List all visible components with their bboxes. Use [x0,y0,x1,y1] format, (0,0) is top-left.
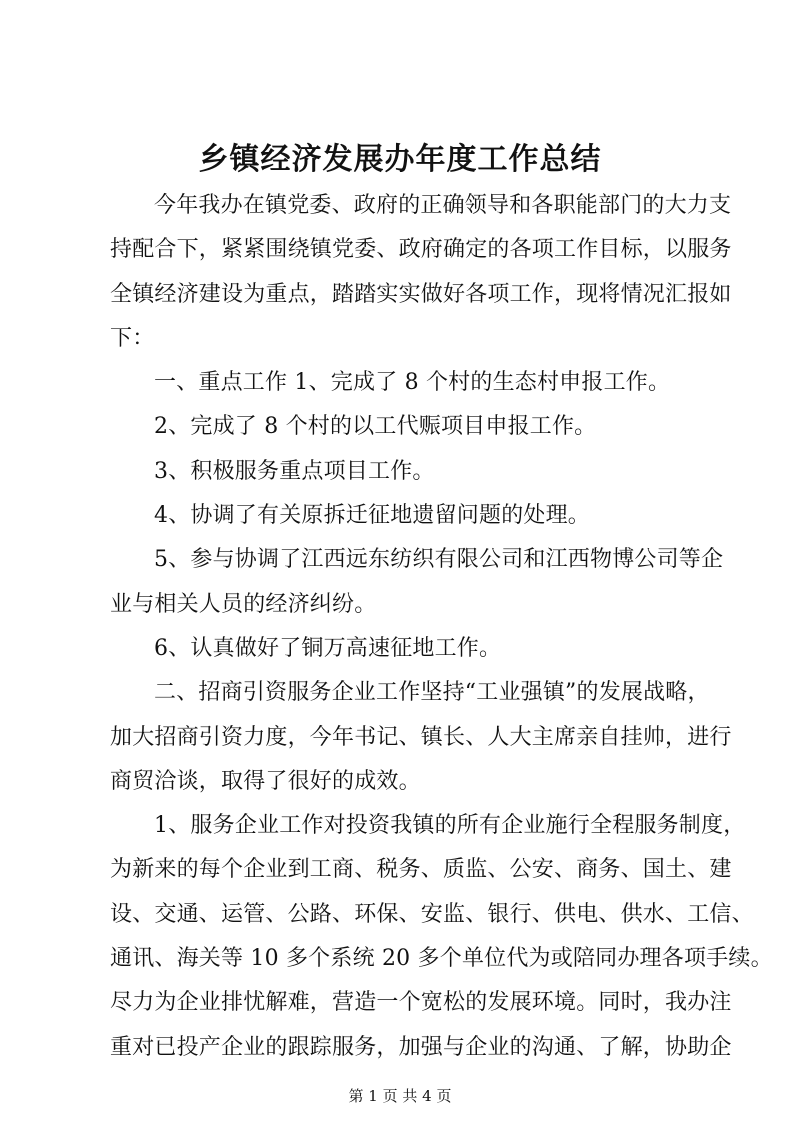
text-line: 商贸洽谈，取得了很好的成效。 [110,768,421,794]
text-line: 全镇经济建设为重点，踏踏实实做好各项工作，现将情况汇报如 [110,281,732,307]
text-line: 一、重点工作 1、完成了 8 个村的生态村申报工作。 [154,370,671,396]
document-body [110,184,773,1070]
text-line: 业与相关人员的经济纠纷。 [110,591,377,617]
document-title: 乡镇经济发展办年度工作总结 [198,142,602,177]
text-line: 今年我办在镇党委、政府的正确领导和各职能部门的大力支 [154,193,732,218]
text-line: 下： [110,325,155,351]
text-line: 通讯、海关等 10 多个系统 20 多个单位代为或陪同办理各项手续。 [110,946,773,972]
text-line: 3、积极服务重点项目工作。 [154,458,435,484]
text-line: 5、参与协调了江西远东纺织有限公司和江西物博公司等企 [154,547,724,573]
text-line: 持配合下，紧紧围绕镇党委、政府确定的各项工作目标，以服务 [110,237,732,263]
text-line: 1、服务企业工作对投资我镇的所有企业施行全程服务制度， [154,813,746,839]
page-footer: 第 1 页 共 4 页 [348,1087,452,1105]
text-line: 设、交通、运管、公路、环保、安监、银行、供电、供水、工信、 [110,901,754,927]
text-line: 重对已投产企业的跟踪服务，加强与企业的沟通、了解，协助企 [110,1034,732,1060]
text-line: 为新来的每个企业到工商、税务、质监、公安、商务、国土、建 [110,857,732,883]
text-line: 二、招商引资服务企业工作坚持“工业强镇”的发展战略， [154,680,710,706]
text-line: 尽力为企业排忧解难，营造一个宽松的发展环境。同时，我办注 [110,990,732,1016]
text-line: 6、认真做好了铜万高速征地工作。 [154,635,502,661]
text-line: 加大招商引资力度，今年书记、镇长、人大主席亲自挂帅，进行 [110,724,732,750]
text-line: 2、完成了 8 个村的以工代赈项目申报工作。 [154,414,597,440]
text-line: 4、协调了有关原拆迁征地遗留问题的处理。 [154,503,590,529]
